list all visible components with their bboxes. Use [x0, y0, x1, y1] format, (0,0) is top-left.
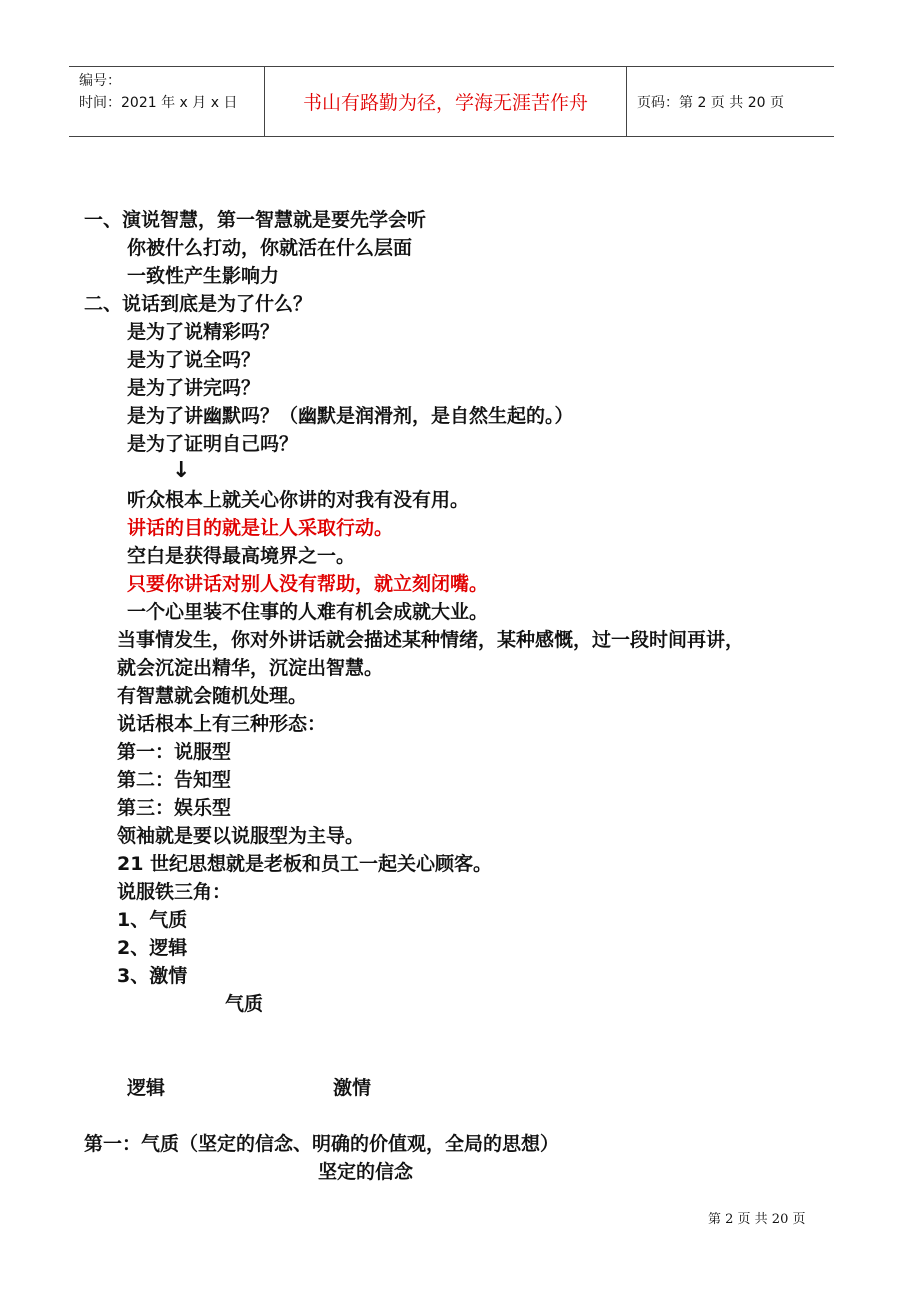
triangle-label-temperament: 气质	[225, 993, 264, 1015]
text-line: 第三：娱乐型	[117, 797, 232, 819]
header-motto: 书山有路勤为径，学海无涯苦作舟	[265, 67, 627, 136]
text-line: 坚定的信念	[318, 1161, 414, 1183]
document-number-label: 编号：	[79, 73, 121, 89]
text-line: 是为了讲幽默吗？（幽默是润滑剂，是自然生起的。）	[127, 405, 574, 427]
text-line: 一个心里装不住事的人难有机会成就大业。	[127, 601, 489, 623]
text-line: 说话根本上有三种形态：	[117, 713, 327, 735]
document-time: 时间：2021 年 x 月 x 日	[79, 95, 238, 111]
text-line: 第一：说服型	[117, 741, 232, 763]
text-line: 听众根本上就关心你讲的对我有没有用。	[127, 489, 470, 511]
section-heading-2: 二、说话到底是为了什么？	[84, 293, 313, 315]
text-line: 是为了说全吗？	[127, 349, 261, 371]
page-header	[69, 66, 834, 137]
triangle-label-passion: 激情	[333, 1077, 372, 1099]
text-line: 是为了说精彩吗？	[127, 321, 280, 343]
highlight-line: 只要你讲话对别人没有帮助，就立刻闭嘴。	[127, 573, 489, 595]
section-heading-3: 第一：气质（坚定的信念、明确的价值观，全局的思想）	[84, 1133, 560, 1155]
text-line: 1、气质	[117, 909, 188, 931]
down-arrow-icon: ↓	[172, 458, 191, 483]
text-line: 2、逻辑	[117, 937, 188, 959]
text-line: 就会沉淀出精华，沉淀出智慧。	[117, 657, 384, 679]
text-line: 是为了证明自己吗？	[127, 433, 299, 455]
text-line: 3、激情	[117, 965, 188, 987]
highlight-line: 讲话的目的就是让人采取行动。	[127, 517, 394, 539]
text-line: 当事情发生，你对外讲话就会描述某种情绪，某种感慨，过一段时间再讲，	[117, 629, 745, 651]
text-line: 空白是获得最高境界之一。	[127, 545, 356, 567]
header-meta	[69, 67, 265, 136]
header-page-info: 页码：第 2 页 共 20 页	[637, 94, 784, 111]
text-line: 你被什么打动，你就活在什么层面	[127, 237, 413, 259]
text-line: 一致性产生影响力	[127, 265, 280, 287]
text-line: 是为了讲完吗？	[127, 377, 261, 399]
text-line: 有智慧就会随机处理。	[117, 685, 308, 707]
text-line: 21 世纪思想就是老板和员工一起关心顾客。	[117, 853, 493, 875]
text-line: 第二：告知型	[117, 769, 232, 791]
text-line: 说服铁三角：	[117, 881, 232, 903]
section-heading-1: 一、演说智慧，第一智慧就是要先学会听	[84, 209, 427, 231]
text-line: 领袖就是要以说服型为主导。	[117, 825, 365, 847]
page-footer: 第 2 页 共 20 页	[708, 1212, 806, 1227]
triangle-label-logic: 逻辑	[127, 1077, 166, 1099]
